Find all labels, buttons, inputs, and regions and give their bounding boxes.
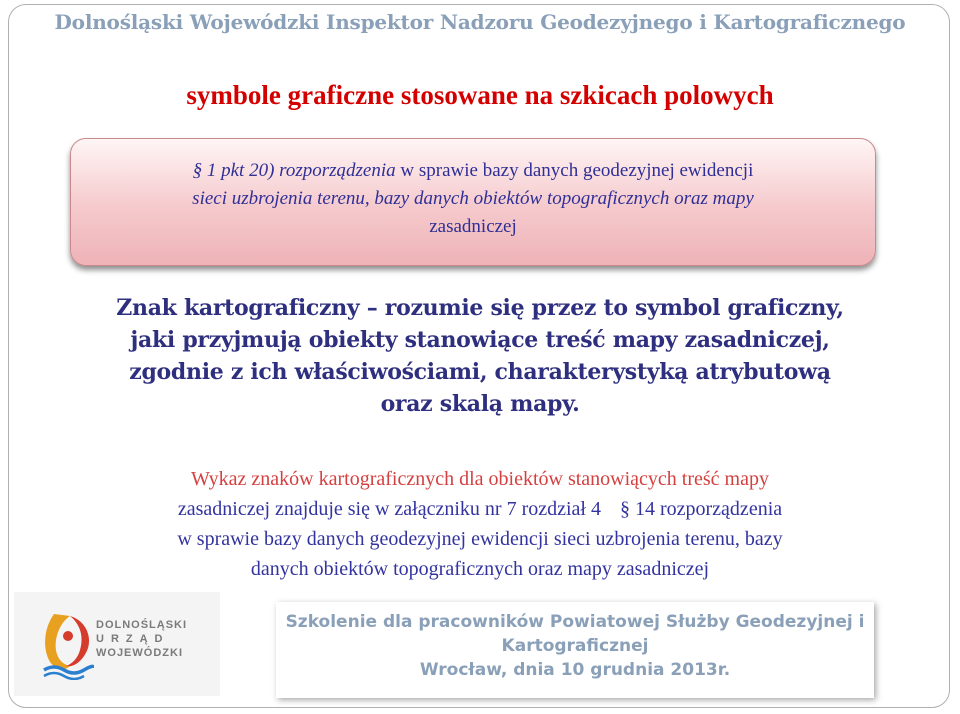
footer-line-1: Szkolenie dla pracowników Powiatowej Służby Geodezyjnej i bbox=[285, 612, 865, 632]
logo-line-3: WOJEWÓDZKI bbox=[96, 647, 183, 659]
duw-logo-icon bbox=[40, 606, 94, 680]
callout-text-regular: w sprawie bazy danych geodezyjnej ewidencji bbox=[400, 160, 754, 181]
definition-paragraph bbox=[40, 292, 920, 420]
footer-line-3: Wrocław, dnia 10 grudnia 2013r. bbox=[419, 660, 731, 680]
definition-line-1: Znak kartograficzny – rozumie się przez to symbol graficzny, bbox=[116, 295, 844, 321]
footer-box bbox=[276, 602, 874, 698]
logo-line-2: URZĄD bbox=[96, 633, 170, 645]
definition-line-2: jaki przyjmują obiekty stanowiące treść mapy zasadniczej, bbox=[130, 327, 830, 353]
duw-logo bbox=[14, 592, 220, 696]
definition-line-3: zgodnie z ich właściwościami, charakterystyką atrybutową bbox=[129, 359, 831, 385]
callout-ref: § 1 pkt 20) bbox=[192, 160, 275, 181]
logo-line-1: DOLNOŚLĄSKI bbox=[96, 619, 188, 631]
header-title: Dolnośląski Wojewódzki Inspektor Nadzoru Geodezyjnego i Kartograficznego bbox=[54, 10, 906, 34]
note-line-3: w sprawie bazy danych geodezyjnej ewidencji sieci uzbrojenia terenu, bazy bbox=[177, 528, 783, 550]
note-line-2b: § 14 rozporządzenia bbox=[619, 498, 783, 520]
callout-line-1 bbox=[71, 157, 875, 185]
note-line-4: danych obiektów topograficznych oraz mapy zasadniczej bbox=[250, 558, 710, 580]
slide-title: symbole graficzne stosowane na szkicach polowych bbox=[186, 80, 774, 110]
note-line-1: Wykaz znaków kartograficznych dla obiektów stanowiących treść mapy bbox=[190, 468, 769, 490]
symbols-list-note bbox=[60, 464, 900, 584]
definition-line-4: oraz skalą mapy. bbox=[380, 391, 580, 417]
logo-text bbox=[96, 618, 187, 660]
legal-reference-callout bbox=[70, 138, 876, 266]
callout-ref-word: rozporządzenia bbox=[279, 160, 396, 181]
note-line-2a: zasadniczej znajduje się w załączniku nr 7 rozdział 4 bbox=[177, 498, 601, 520]
callout-line-2: sieci uzbrojenia terenu, bazy danych obiektów topograficznych oraz mapy bbox=[192, 188, 754, 209]
note-line-2 bbox=[60, 494, 900, 524]
footer-line-2: Kartograficznej bbox=[501, 636, 649, 656]
callout-line-3: zasadniczej bbox=[429, 216, 517, 237]
